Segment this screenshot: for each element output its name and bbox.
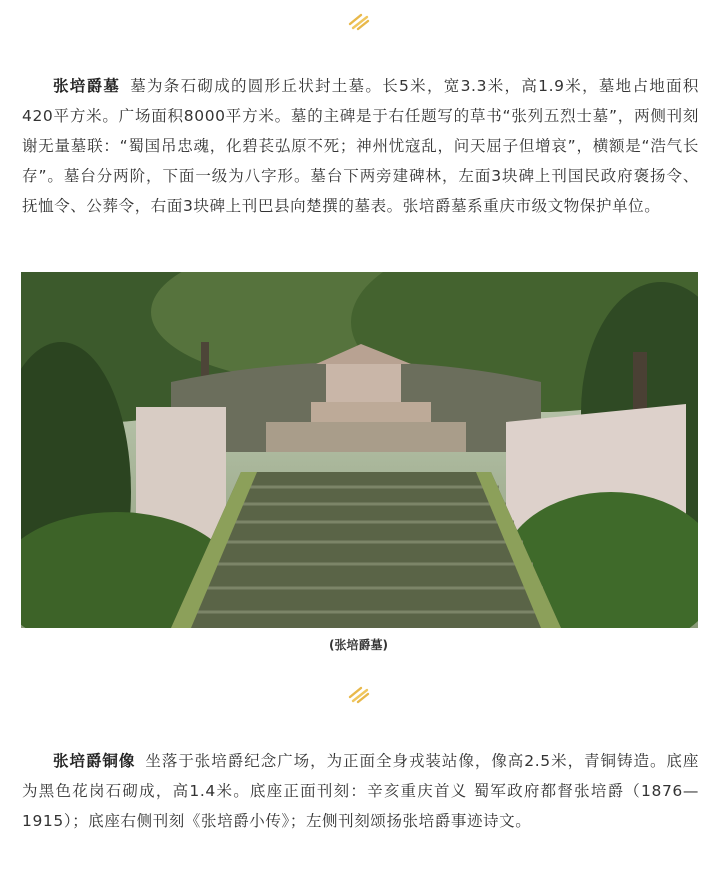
section-body-tomb: 墓为条石砌成的圆形丘状封土墓。长5米，宽3.3米，高1.9米，墓地占地面积420平方米。广场面积8000平方米。墓的主碑是于右任题写的草书“张列五烈士墓”，两侧刊刻谢无量墓联：“蜀国吊忠魂，化碧苌弘原不死；神州忧寇乱，问天屈子但增哀”，横额是“浩气长存”。墓台分两阶，下面一级为八字形。墓台下两旁建碑林，左面3块碑上刊国民政府褒扬令、抚恤令、公葬令，右面3块碑上刊巴县向楚撰的墓表。张培爵墓系重庆市级文物保护单位。 bbox=[22, 77, 699, 215]
brush-stroke-icon bbox=[344, 683, 374, 705]
section-title-tomb: 张培爵墓 bbox=[53, 77, 121, 95]
section-body-statue: 坐落于张培爵纪念广场，为正面全身戎装站像，像高2.5米，青铜铸造。底座为黑色花岗石砌成，高1.4米。底座正面刊刻：辛亥重庆首义 蜀军政府都督张培爵（1876—1915）；底座右侧刊刻《张培爵小传》；左侧刊刻颂扬张培爵事迹诗文。 bbox=[22, 752, 699, 830]
divider-ornament-top bbox=[344, 10, 374, 32]
brush-stroke-icon bbox=[344, 10, 374, 32]
paragraph-tomb bbox=[22, 71, 699, 221]
divider-ornament-middle bbox=[344, 683, 374, 705]
tomb-photo bbox=[21, 272, 698, 628]
photo-caption: (张培爵墓) bbox=[329, 638, 388, 652]
section-title-statue: 张培爵铜像 bbox=[53, 752, 136, 770]
paragraph-statue bbox=[22, 746, 699, 836]
